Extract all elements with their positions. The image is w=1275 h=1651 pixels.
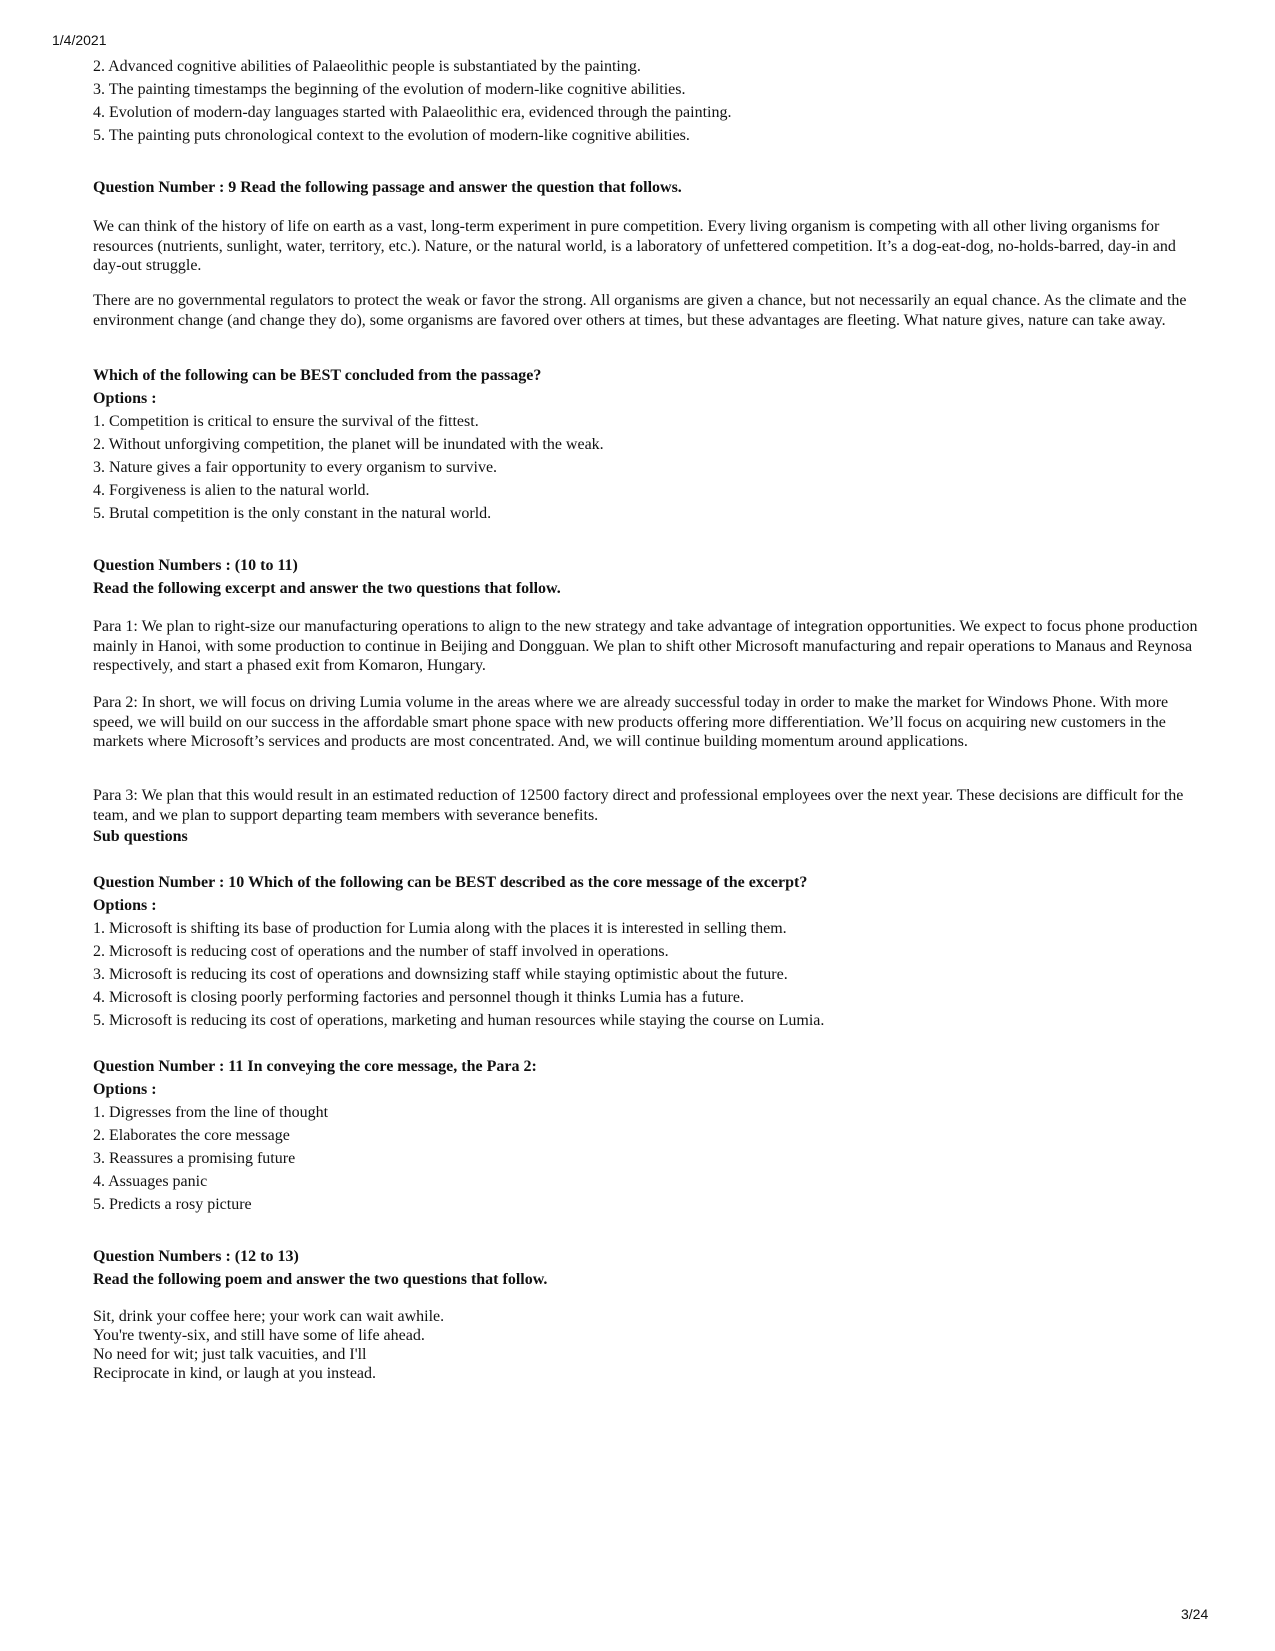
q11-options-label: Options : — [93, 1081, 157, 1098]
q9-title: Question Number : 9 Read the following passage and answer the question that follows. — [93, 179, 682, 196]
q9-option-3: 3. Nature gives a fair opportunity to every organism to survive. — [93, 459, 498, 476]
poem-line-2: You're twenty-six, and still have some of life ahead. — [93, 1327, 425, 1344]
q11-option-3: 3. Reassures a promising future — [93, 1150, 296, 1167]
prev-option-2: 2. Advanced cognitive abilities of Palaeolithic people is substantiated by the painting. — [93, 58, 641, 75]
excerpt-para-1: Para 1: We plan to right-size our manufacturing operations to align to the new strategy and take advantage of integration opportunities. We expect to focus phone production mainly in Hanoi, with some production to continue in Beijing and Dongguan. We plan to shift other Microsoft manufacturing and repair operations to Manaus and Reynosa respectively, and start a phased exit from Komaron, Hungary. — [93, 618, 1198, 674]
excerpt-para-2: Para 2: In short, we will focus on driving Lumia volume in the areas where we are already successful today in order to make the market for Windows Phone. With more speed, we will build on our success in the affordable smart phone space with new products offering more differentiation. We’ll focus on acquiring new customers in the markets where Microsoft’s services and products are most concentrated. And, we will continue building momentum around applications. — [93, 694, 1169, 750]
q9-passage-para-1: We can think of the history of life on earth as a vast, long-term experiment in pure competition. Every living organism is competing with all other living organisms for resources (nutrients, sunlight, water, territory, etc.). Nature, or the natural world, is a laboratory of unfettered competition. It’s a dog-eat-dog, no-holds-barred, day-in and day-out struggle. — [93, 218, 1176, 274]
q10-option-3: 3. Microsoft is reducing its cost of operations and downsizing staff while staying optimistic about the future. — [93, 966, 788, 983]
q9-passage-para-2: There are no governmental regulators to protect the weak or favor the strong. All organisms are given a chance, but not necessarily an equal chance. As the climate and the environment change (and change they do), some organisms are favored over others at times, but these advantages are fleeting. What nature gives, nature can take away. — [93, 292, 1187, 329]
q10-option-5: 5. Microsoft is reducing its cost of operations, marketing and human resources while staying the course on Lumia. — [93, 1012, 825, 1029]
poem-line-3: No need for wit; just talk vacuities, and I'll — [93, 1346, 367, 1363]
q10-option-1: 1. Microsoft is shifting its base of production for Lumia along with the places it is interested in selling them. — [93, 920, 787, 937]
q10-11-title: Question Numbers : (10 to 11) — [93, 557, 298, 574]
q10-option-4: 4. Microsoft is closing poorly performing factories and personnel though it thinks Lumia has a future. — [93, 989, 744, 1006]
q10-option-2: 2. Microsoft is reducing cost of operations and the number of staff involved in operations. — [93, 943, 669, 960]
q9-option-2: 2. Without unforgiving competition, the planet will be inundated with the weak. — [93, 436, 604, 453]
q10-11-instruction: Read the following excerpt and answer the two questions that follow. — [93, 580, 561, 597]
q11-option-5: 5. Predicts a rosy picture — [93, 1196, 252, 1213]
q9-question: Which of the following can be BEST concluded from the passage? — [93, 367, 542, 384]
prev-option-3: 3. The painting timestamps the beginning of the evolution of modern-like cognitive abilities. — [93, 81, 686, 98]
prev-option-4: 4. Evolution of modern-day languages started with Palaeolithic era, evidenced through the painting. — [93, 104, 732, 121]
poem-line-4: Reciprocate in kind, or laugh at you instead. — [93, 1365, 377, 1382]
q10-title: Question Number : 10 Which of the following can be BEST described as the core message of the excerpt? — [93, 874, 808, 891]
q9-option-4: 4. Forgiveness is alien to the natural world. — [93, 482, 370, 499]
q11-option-2: 2. Elaborates the core message — [93, 1127, 290, 1144]
print-date: 1/4/2021 — [52, 32, 107, 48]
q12-13-instruction: Read the following poem and answer the two questions that follow. — [93, 1271, 548, 1288]
sub-questions-label: Sub questions — [93, 828, 188, 845]
q12-13-title: Question Numbers : (12 to 13) — [93, 1248, 299, 1265]
page-number: 3/24 — [1181, 1606, 1209, 1622]
poem-line-1: Sit, drink your coffee here; your work can wait awhile. — [93, 1308, 445, 1325]
q11-option-4: 4. Assuages panic — [93, 1173, 208, 1190]
q9-option-1: 1. Competition is critical to ensure the survival of the fittest. — [93, 413, 479, 430]
q11-title: Question Number : 11 In conveying the core message, the Para 2: — [93, 1058, 537, 1075]
prev-option-5: 5. The painting puts chronological context to the evolution of modern-like cognitive abilities. — [93, 127, 690, 144]
q9-option-5: 5. Brutal competition is the only constant in the natural world. — [93, 505, 492, 522]
q9-options-label: Options : — [93, 390, 157, 407]
q11-option-1: 1. Digresses from the line of thought — [93, 1104, 329, 1121]
excerpt-para-3: Para 3: We plan that this would result in an estimated reduction of 12500 factory direct and professional employees over the next year. These decisions are difficult for the team, and we plan to support departing team members with severance benefits. — [93, 787, 1184, 824]
q10-options-label: Options : — [93, 897, 157, 914]
